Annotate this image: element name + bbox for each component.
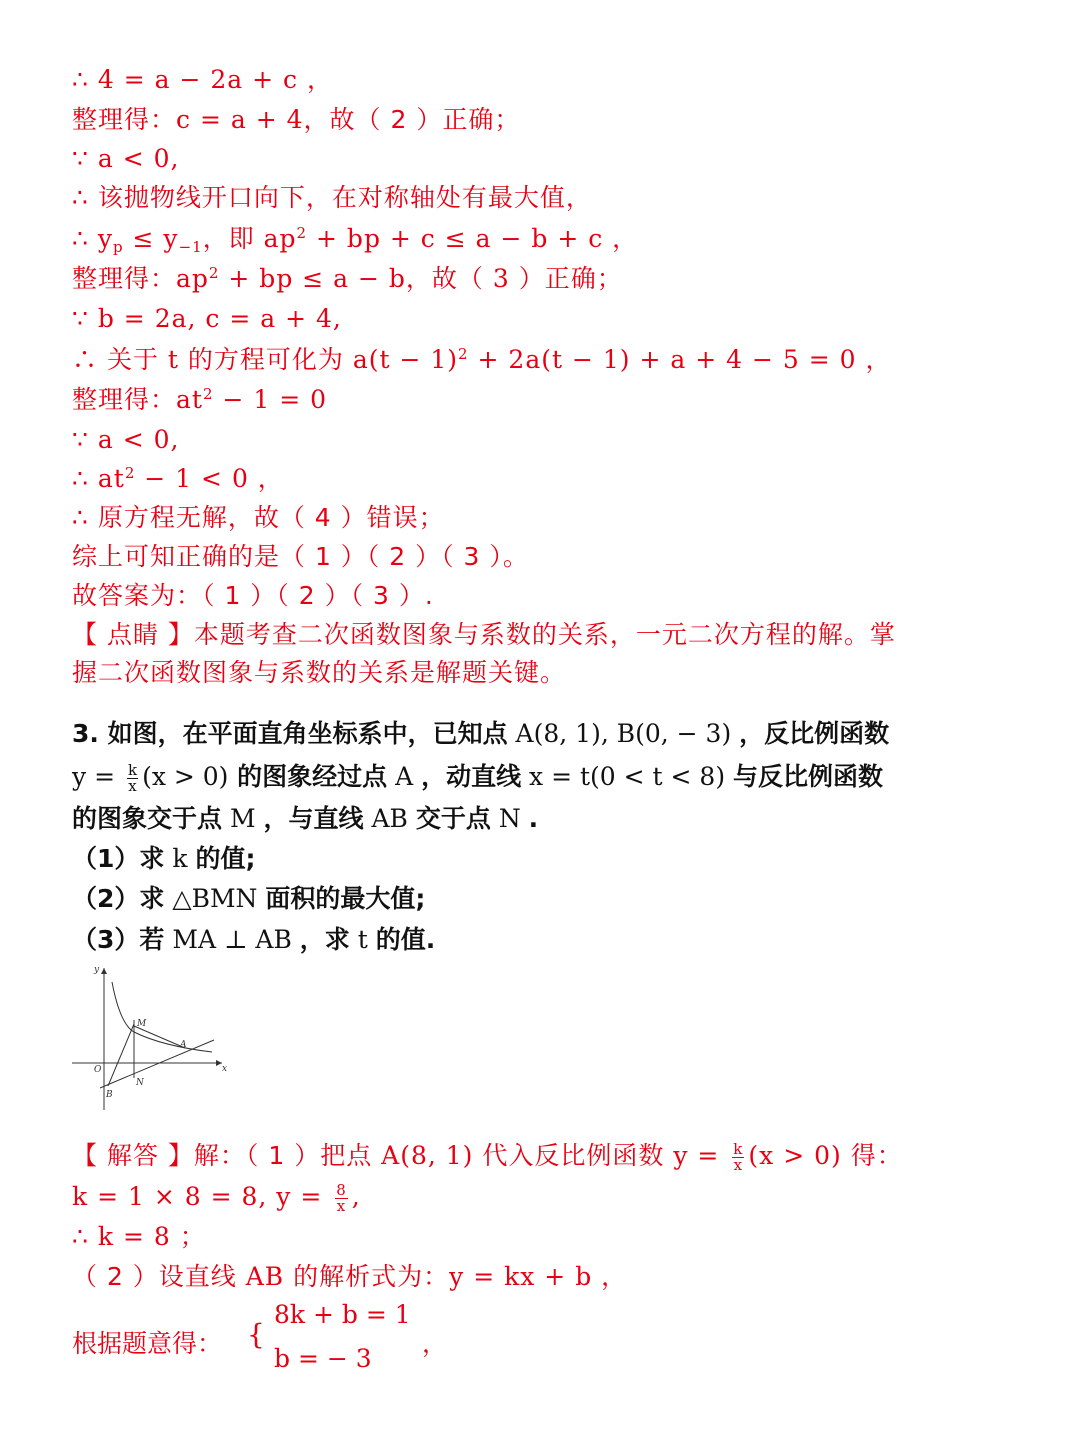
answer-k-over-x-fraction: $\frac{k}{x}$ xyxy=(733,1139,744,1174)
solution-line-14: 故答案为：（ 1 ）（ 2 ）（ 3 ）. xyxy=(72,581,434,610)
segment-ma xyxy=(134,1026,185,1048)
point-n-label: N xyxy=(136,1078,144,1088)
coordinate-figure-svg xyxy=(72,962,238,1112)
answer-line-4: （ 2 ）设直线 AB 的解析式为：y = kx + b ， xyxy=(72,1262,628,1291)
equation-row-1: 8k + b = 1 xyxy=(274,1300,411,1329)
solution-line-6: 整理得：$ap^2$ + bp ≤ a − b，故（ 3 ）正确； xyxy=(72,264,623,293)
solution-line-10: ∵ a < 0, xyxy=(72,425,180,454)
equation-system-comma: ， xyxy=(422,1329,448,1358)
solution-line-11: ∴ $at^2 - 1 < 0$ ， xyxy=(72,464,284,493)
eight-over-x-fraction: $\frac{8}{x}$ xyxy=(336,1181,347,1215)
answer-line-3: ∴ k = 8 ； xyxy=(72,1222,206,1251)
answer-line-2: k = 1 × 8 = 8, y = $\frac{8}{x}$ , xyxy=(72,1181,361,1215)
origin-label: O xyxy=(94,1065,102,1075)
solution-line-3: ∵ a < 0, xyxy=(72,144,180,173)
answer-line-1: 【 解答 】解：（ 1 ）把点 A(8, 1) 代入反比例函数 y = $\frac{k}{x}$ (x > 0) 得： xyxy=(72,1139,903,1174)
key-point-line-1: 【 点睛 】本题考查二次函数图象与系数的关系，一元二次方程的解。掌 xyxy=(72,620,896,649)
equation-system-label: 根据题意得： xyxy=(72,1329,223,1358)
y-axis-arrow xyxy=(101,968,107,974)
solution-line-4: ∴ 该抛物线开口向下，在对称轴处有最大值， xyxy=(72,183,592,212)
y-axis-label: y xyxy=(94,965,100,975)
question-3-part-3: （3）若 MA ⊥ AB ，求 t 的值. xyxy=(72,925,436,954)
question-3-part-2: （2）求 △BMN 面积的最大值; xyxy=(72,884,426,913)
coordinate-figure xyxy=(72,962,238,1112)
equation-row-2: b = − 3 xyxy=(274,1344,372,1373)
point-a-label: A xyxy=(180,1040,187,1050)
solution-line-13: 综上可知正确的是（ 1 ）（ 2 ）（ 3 ）。 xyxy=(72,542,529,571)
solution-line-7: ∵ b = 2a, c = a + 4, xyxy=(72,304,342,333)
k-over-x-fraction: $\frac{k}{x}$ xyxy=(127,760,138,795)
solution-line-12: ∴ 原方程无解，故（ 4 ）错误； xyxy=(72,503,445,532)
x-axis-label: x xyxy=(222,1064,228,1074)
equation-system xyxy=(72,1300,492,1390)
solution-line-9: 整理得：$at^2 - 1 = 0$ xyxy=(72,385,327,414)
solution-line-5: ∴ $y_p \le y_{-1}$，即 $ap^2$ + bp + c ≤ a − b + c ， xyxy=(72,224,639,256)
question-3-line-1: 3. 如图，在平面直角坐标系中，已知点 A(8, 1), B(0, − 3) ，反比例函数 xyxy=(72,719,890,748)
segment-bm xyxy=(108,1024,134,1086)
solution-line-2: 整理得：c = a + 4，故（ 2 ）正确； xyxy=(72,105,521,134)
point-b-label: B xyxy=(106,1090,113,1100)
question-3-part-1: （1）求 k 的值; xyxy=(72,844,256,873)
key-point-line-2: 握二次函数图象与系数的关系是解题关键。 xyxy=(72,658,567,687)
point-m-label: M xyxy=(137,1019,147,1029)
question-3-line-3: 的图象交于点 M ，与直线 AB 交于点 N . xyxy=(72,804,539,833)
solution-line-8: ∴ 关于 t 的方程可化为 $a(t - 1)^2 + 2a(t - 1) + a + 4 - 5 = 0$ ， xyxy=(72,345,892,374)
solution-line-1: ∴ 4 = a − 2a + c ， xyxy=(72,65,333,94)
question-3-line-2: y = $\frac{k}{x}$ (x > 0) 的图象经过点 A ，动直线 x = t(0 < t < 8) 与反比例函数 xyxy=(72,760,884,795)
left-brace: { xyxy=(247,1318,265,1351)
